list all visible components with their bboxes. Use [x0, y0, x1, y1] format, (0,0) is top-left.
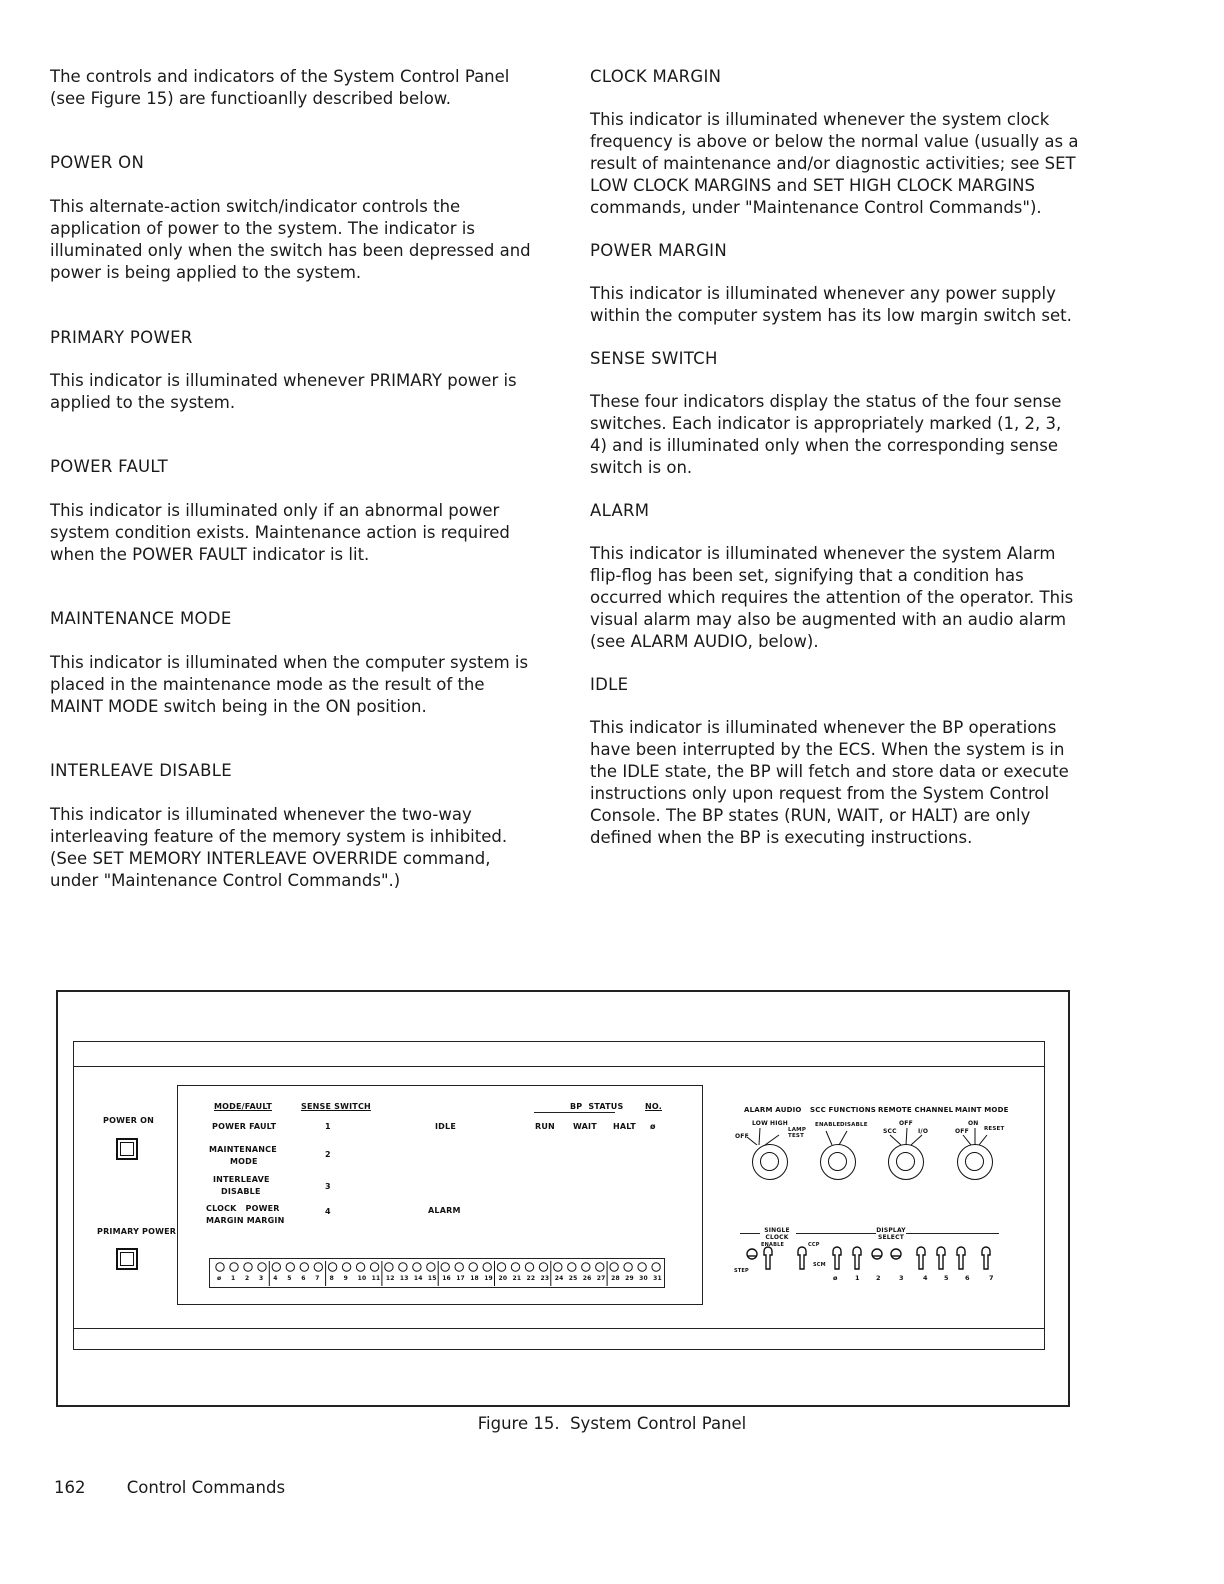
display-select-label: DISPLAY SELECT: [876, 1227, 906, 1241]
sense-switch-2: 2: [325, 1150, 331, 1159]
toggle-switch[interactable]: [982, 1247, 990, 1269]
register-lamp: [286, 1263, 294, 1271]
alarm-audio-off-label: OFF: [735, 1133, 749, 1140]
scc-disable-label: DISABLE: [840, 1122, 868, 1128]
display-select-number: ø: [833, 1274, 838, 1282]
register-bit-label: 10: [357, 1275, 367, 1282]
register-bit-label: 31: [653, 1275, 662, 1282]
register-bit-label: 25: [568, 1275, 578, 1282]
register-lamp: [483, 1263, 491, 1271]
toggle-switch[interactable]: [833, 1247, 841, 1269]
push-button[interactable]: [872, 1249, 882, 1259]
maint-on-label: ON: [968, 1120, 979, 1127]
maint-reset-label: RESET: [984, 1126, 1005, 1132]
bp-status-header: BP STATUS: [570, 1102, 624, 1111]
display-select-number: 1: [855, 1274, 860, 1282]
sense-switch-4: 4: [325, 1207, 331, 1216]
section-body-idle: This indicator is illuminated whenever the BP operations have been interrupted by the ECS. When the system is in the IDLE state, the BP will fetch and store data or execute instructions only upon request from the System Control Console. The BP states (RUN, WAIT, or HALT) are only defined when the BP is executing instructions.: [590, 718, 1069, 847]
no-header: NO.: [645, 1102, 662, 1111]
register-lamp: [230, 1263, 238, 1271]
page-footer: [54, 1478, 285, 1497]
register-bit-label: 30: [639, 1275, 648, 1282]
register-lamp: [216, 1263, 224, 1271]
scc-enable-label: ENABLE: [815, 1122, 841, 1128]
register-bit-label: 13: [399, 1275, 409, 1282]
wait-indicator: WAIT: [573, 1122, 597, 1131]
toggle-switch[interactable]: [764, 1247, 772, 1269]
toggle-switch[interactable]: [917, 1247, 925, 1269]
power-on-switch[interactable]: [116, 1138, 138, 1160]
display-select-number: 3: [899, 1274, 904, 1282]
page-number: 162: [54, 1478, 86, 1497]
register-bit-label: 24: [554, 1275, 564, 1282]
step-label: STEP: [734, 1268, 749, 1274]
ccp-label: CCP: [808, 1242, 820, 1248]
register-lamp: [638, 1263, 646, 1271]
display-select-rule-right: [906, 1233, 999, 1234]
indicator-box-bottom: [177, 1304, 703, 1305]
register-lamp: [624, 1263, 632, 1271]
section-body-power-on: This alternate-action switch/indicator controls the application of power to the system. The indicator is illuminated only when the switch has been depressed and power is being applied to the system.: [50, 197, 531, 282]
section-body-sense-switch: These four indicators display the status of the four sense switches. Each indicator is appropriately marked (1, 2, 3, 4) and is illuminated only when the corresponding sense switch is on.: [590, 392, 1062, 477]
section-heading-power-fault: POWER FAULT: [50, 457, 169, 476]
maintenance-mode-indicator-line1: MAINTENANCE: [209, 1145, 277, 1154]
high-label: HIGH: [770, 1120, 789, 1127]
section-heading-power-margin: POWER MARGIN: [590, 241, 727, 260]
register-bit-label: 7: [315, 1275, 320, 1282]
section-heading-clock-margin: CLOCK MARGIN: [590, 67, 722, 86]
register-bit-label: 17: [456, 1275, 465, 1282]
toggle-switch-row[interactable]: [740, 1245, 1005, 1275]
single-clock-rule-left: [740, 1233, 760, 1234]
clock-power-margin-line1: CLOCK POWER: [206, 1204, 280, 1213]
figure-caption: Figure 15. System Control Panel: [477, 1414, 747, 1433]
register-bit-label: 1: [231, 1275, 236, 1282]
register-lamp: [582, 1263, 590, 1271]
display-select-number: 5: [944, 1274, 949, 1282]
register-lamp: [525, 1263, 533, 1271]
rotary-pointer-lines: [735, 1125, 1005, 1145]
register-lamp: [596, 1263, 604, 1271]
display-select-number: 7: [989, 1274, 994, 1282]
register-lamp: [272, 1263, 280, 1271]
remote-io-label: I/O: [918, 1128, 929, 1135]
push-button[interactable]: [747, 1249, 757, 1259]
alarm-audio-label: ALARM AUDIO: [744, 1106, 802, 1114]
register-bit-label: 6: [301, 1275, 306, 1282]
display-select-rule-left: [796, 1233, 876, 1234]
sense-switch-1: 1: [325, 1122, 331, 1131]
maint-off-label: OFF: [955, 1128, 969, 1135]
register-lamp: [258, 1263, 266, 1271]
halt-indicator: HALT: [613, 1122, 636, 1131]
remote-off-label: OFF: [899, 1120, 913, 1127]
section-body-power-margin: This indicator is illuminated whenever any power supply within the computer system has its low margin switch set.: [590, 284, 1072, 325]
section-heading-idle: IDLE: [590, 675, 629, 694]
section-heading-alarm: ALARM: [590, 501, 650, 520]
toggle-switch[interactable]: [937, 1247, 945, 1269]
register-lamp: [413, 1263, 421, 1271]
register-lamp: [399, 1263, 407, 1271]
section-body-primary-power: This indicator is illuminated whenever PRIMARY power is applied to the system.: [50, 371, 517, 412]
scc-functions-label: SCC FUNCTIONS: [810, 1106, 877, 1114]
register-lamp: [385, 1263, 393, 1271]
register-bit-label: 4: [273, 1275, 278, 1282]
section-body-interleave-disable: This indicator is illuminated whenever the two-way interleaving feature of the memory system is inhibited. (See SET MEMORY INTERLEAVE OVERRIDE command, under "Maintenance Control Commands".): [50, 805, 508, 890]
interleave-disable-indicator-line2: DISABLE: [221, 1187, 261, 1196]
register-lamp: [469, 1263, 477, 1271]
section-heading-primary-power: PRIMARY POWER: [50, 328, 193, 347]
register-bit-label: 23: [540, 1275, 550, 1282]
section-heading-sense-switch: SENSE SWITCH: [590, 349, 718, 368]
section-body-clock-margin: This indicator is illuminated whenever the system clock frequency is above or below the normal value (usually as a result of maintenance and/or diagnostic activities; see SET LOW CLOCK MARGINS and SET HIGH CLOCK MARGINS commands, under "Maintenance Control Commands").: [590, 110, 1079, 217]
register-bit-label: 5: [287, 1275, 292, 1282]
register-bit-label: 8: [329, 1275, 334, 1282]
register-bit-label: 22: [526, 1275, 536, 1282]
register-bit-label: 21: [512, 1275, 522, 1282]
register-bit-label: 11: [371, 1275, 381, 1282]
register-lamp: [356, 1263, 364, 1271]
register-bit-label: 19: [484, 1275, 493, 1282]
register-bit-label: 9: [343, 1275, 348, 1282]
maintenance-mode-indicator-line2: MODE: [230, 1157, 258, 1166]
register-lamp: [511, 1263, 519, 1271]
scc-functions-rotary-switch[interactable]: [820, 1144, 856, 1180]
register-lamp: [441, 1263, 449, 1271]
section-heading-power-on: POWER ON: [50, 153, 145, 172]
low-label: LOW: [752, 1120, 768, 1127]
remote-scc-label: SCC: [883, 1128, 897, 1135]
section-heading-interleave-disable: INTERLEAVE DISABLE: [50, 761, 232, 780]
register-lamp: [497, 1263, 505, 1271]
run-indicator: RUN: [535, 1122, 555, 1131]
bp-number-indicator: ø: [650, 1122, 656, 1131]
register-bit-label: 26: [582, 1275, 592, 1282]
register-lamp: [328, 1263, 336, 1271]
display-select-number: 4: [923, 1274, 928, 1282]
register-lamp: [370, 1263, 378, 1271]
power-fault-indicator: POWER FAULT: [212, 1122, 277, 1131]
scm-label: SCM: [813, 1262, 826, 1268]
intro-paragraph: The controls and indicators of the System Control Panel (see Figure 15) are functioanlly described below.: [50, 67, 510, 108]
power-on-label: POWER ON: [103, 1116, 154, 1125]
alarm-audio-rotary-switch[interactable]: [752, 1144, 788, 1180]
sense-switch-header: SENSE SWITCH: [301, 1102, 371, 1111]
remote-channel-label: REMOTE CHANNEL: [878, 1106, 954, 1114]
register-bit-label: 14: [413, 1275, 423, 1282]
interleave-disable-indicator-line1: INTERLEAVE: [213, 1175, 270, 1184]
push-button[interactable]: [891, 1249, 901, 1259]
register-bit-label: 2: [245, 1275, 250, 1282]
clock-power-margin-line2: MARGIN MARGIN: [206, 1216, 285, 1225]
register-bit-label: 12: [385, 1275, 395, 1282]
register-display: [209, 1258, 665, 1288]
section-body-power-fault: This indicator is illuminated only if an abnormal power system condition exists. Maintenance action is required when the POWER FAULT indicator is lit.: [50, 501, 510, 564]
register-lamp: [539, 1263, 547, 1271]
register-bit-label: 18: [470, 1275, 479, 1282]
register-bit-label: 29: [625, 1275, 634, 1282]
left-column: [50, 66, 540, 892]
register-lamp: [455, 1263, 463, 1271]
register-lamp: [652, 1263, 660, 1271]
right-column: [590, 66, 1080, 849]
register-lamp: [244, 1263, 252, 1271]
display-select-number: 2: [876, 1274, 881, 1282]
bp-status-rule: [534, 1112, 615, 1113]
toggle-switch[interactable]: [957, 1247, 965, 1269]
register-lamp: [568, 1263, 576, 1271]
register-bit-label: 20: [498, 1275, 508, 1282]
primary-power-indicator: [116, 1248, 138, 1270]
idle-indicator: IDLE: [435, 1122, 456, 1131]
register-bit-label: ø: [217, 1275, 222, 1282]
maint-mode-label: MAINT MODE: [955, 1106, 1009, 1114]
toggle-switch[interactable]: [853, 1247, 861, 1269]
register-bit-label: 27: [596, 1275, 606, 1282]
register-lamp: [342, 1263, 350, 1271]
section-heading-maintenance-mode: MAINTENANCE MODE: [50, 609, 232, 628]
primary-power-label: PRIMARY POWER: [97, 1227, 177, 1236]
section-body-maintenance-mode: This indicator is illuminated when the computer system is placed in the maintenance mode as the result of the MAINT MODE switch being in the ON position.: [50, 653, 529, 716]
register-lamp: [314, 1263, 322, 1271]
register-lamp: [300, 1263, 308, 1271]
toggle-switch[interactable]: [798, 1247, 806, 1269]
sense-switch-3: 3: [325, 1182, 331, 1191]
panel-bottom-rail: [73, 1328, 1045, 1329]
single-clock-label: SINGLE CLOCK: [764, 1227, 790, 1241]
alarm-indicator: ALARM: [428, 1206, 461, 1215]
register-bit-label: 16: [442, 1275, 451, 1282]
remote-channel-rotary-switch[interactable]: [888, 1144, 924, 1180]
maint-mode-rotary-switch[interactable]: [957, 1144, 993, 1180]
register-lamp: [554, 1263, 562, 1271]
register-lamp: [427, 1263, 435, 1271]
section-body-alarm: This indicator is illuminated whenever the system Alarm flip-flog has been set, signifying that a condition has occurred which requires the attention of the operator. This visual alarm may also be augmented with an audio alarm (see ALARM AUDIO, below).: [590, 544, 1074, 651]
register-bit-label: 15: [427, 1275, 437, 1282]
register-bit-label: 3: [259, 1275, 264, 1282]
footer-section-title: Control Commands: [126, 1478, 286, 1497]
display-select-number: 6: [965, 1274, 970, 1282]
lamp-test-label: LAMP TEST: [788, 1127, 807, 1139]
panel-top-rail: [73, 1066, 1045, 1067]
register-lamp: [610, 1263, 618, 1271]
register-bit-label: 28: [611, 1275, 620, 1282]
single-clock-enable-label: ENABLE: [761, 1242, 785, 1248]
mode-fault-header: MODE/FAULT: [214, 1102, 273, 1111]
